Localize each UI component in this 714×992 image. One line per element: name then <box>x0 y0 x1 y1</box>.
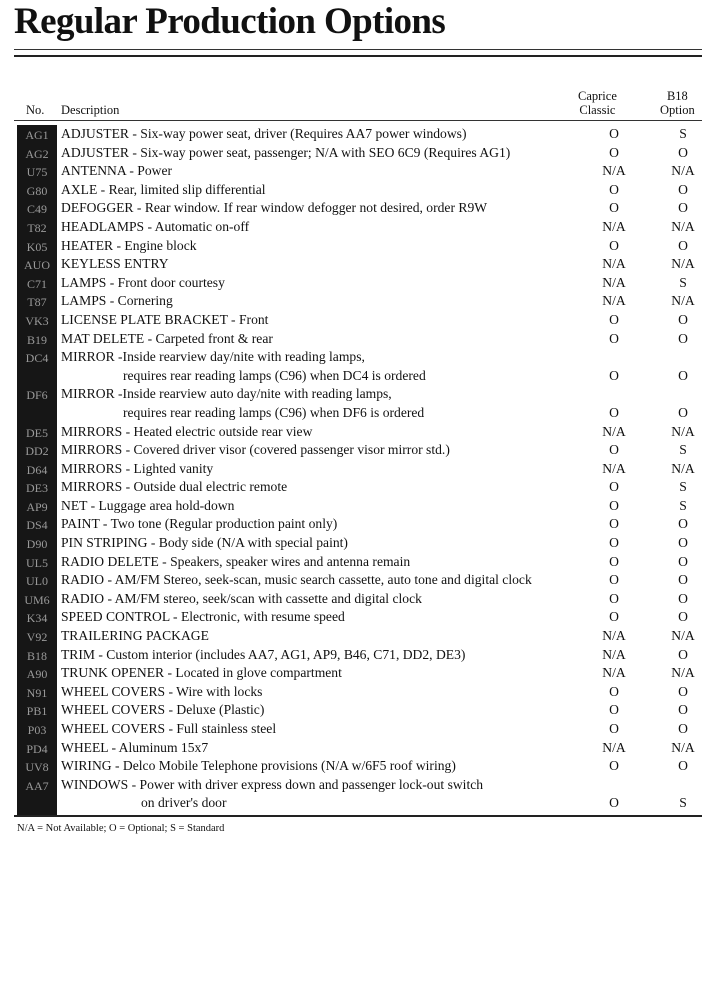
option-code: K05 <box>26 239 48 254</box>
caprice-classic-value: O <box>609 609 619 625</box>
caprice-classic-value: O <box>609 572 619 588</box>
description-line-1: WHEEL - Aluminum 15x7 <box>61 739 209 755</box>
b18-option-value: O <box>678 609 688 625</box>
option-code: D64 <box>26 462 48 477</box>
option-code: B19 <box>26 332 47 347</box>
b18-option-value: S <box>679 795 687 811</box>
option-description <box>61 423 312 442</box>
option-description <box>61 441 450 460</box>
caprice-classic-value: O <box>609 758 619 774</box>
b18-option-value: O <box>678 200 688 216</box>
caprice-classic-value: N/A <box>602 628 626 644</box>
caprice-classic-value: O <box>609 795 619 811</box>
b18-option-value: S <box>679 479 687 495</box>
header-description: Description <box>61 103 120 117</box>
description-line-1: TRUNK OPENER - Located in glove compartment <box>61 665 342 681</box>
option-description <box>61 292 173 311</box>
description-line-2: requires rear reading lamps (C96) when DC4 is ordered <box>123 367 426 383</box>
option-code: DE3 <box>26 481 48 496</box>
description-line-1: LICENSE PLATE BRACKET - Front <box>61 311 269 327</box>
b18-option-value: O <box>678 367 688 383</box>
option-code: UV8 <box>25 760 49 775</box>
footnote: N/A = Not Available; O = Optional; S = Standard <box>17 823 225 834</box>
option-description <box>61 311 268 330</box>
option-description <box>61 757 456 776</box>
option-code: AG2 <box>25 146 49 161</box>
description-line-1: AXLE - Rear, limited slip differential <box>61 181 266 197</box>
table-row <box>0 255 714 274</box>
option-code: DF6 <box>26 388 48 403</box>
option-description <box>61 218 249 237</box>
option-code: PD4 <box>26 741 48 756</box>
description-line-1: RADIO - AM/FM stereo, seek/scan with cassette and digital clock <box>61 590 422 606</box>
table-row <box>0 218 714 237</box>
table-row <box>0 553 714 572</box>
caprice-classic-value: N/A <box>602 256 626 272</box>
caprice-classic-value: O <box>609 721 619 736</box>
caprice-classic-value: N/A <box>602 163 626 179</box>
option-description <box>61 385 424 422</box>
description-line-1: MIRROR -Inside rearview day/nite with reading lamps, <box>61 349 365 365</box>
option-description <box>61 274 225 293</box>
option-code: N91 <box>26 685 48 700</box>
caprice-classic-value: O <box>609 126 619 141</box>
option-code: DS4 <box>26 518 48 533</box>
b18-option-value: O <box>678 330 688 346</box>
description-line-2: on driver's door <box>141 795 227 811</box>
description-line-1: PIN STRIPING - Body side (N/A with special paint) <box>61 535 348 551</box>
description-line-1: ADJUSTER - Six-way power seat, driver (Requires AA7 power windows) <box>61 126 467 141</box>
option-code: P03 <box>27 723 47 737</box>
option-code: PB1 <box>26 704 48 719</box>
b18-option-value: O <box>678 758 688 774</box>
table-row <box>0 497 714 516</box>
description-line-1: RADIO DELETE - Speakers, speaker wires and antenna remain <box>61 553 411 569</box>
caprice-classic-value: O <box>609 535 619 551</box>
title-rule-bottom <box>14 55 702 57</box>
table-row <box>0 274 714 293</box>
table-row <box>0 720 714 739</box>
caprice-classic-value: O <box>609 144 619 160</box>
caprice-classic-value: O <box>609 181 619 197</box>
b18-option-value: O <box>678 404 688 420</box>
option-description <box>61 460 213 479</box>
description-line-1: WINDOWS - Power with driver express down and passenger lock-out switch <box>61 776 484 792</box>
caprice-classic-value: O <box>609 442 619 458</box>
caprice-classic-value: N/A <box>602 423 626 439</box>
table-row <box>0 460 714 479</box>
option-code: AP9 <box>26 499 48 514</box>
table-row <box>0 627 714 646</box>
description-line-1: WIRING - Delco Mobile Telephone provisions (N/A w/6F5 roof wiring) <box>61 758 456 774</box>
table-row <box>0 292 714 311</box>
option-code: D90 <box>26 537 48 552</box>
options-table <box>0 125 714 813</box>
table-row <box>0 385 714 422</box>
header-b18-option <box>660 89 695 117</box>
table-row <box>0 478 714 497</box>
option-description <box>61 515 337 534</box>
option-description <box>61 478 287 497</box>
caprice-classic-value: O <box>609 702 619 718</box>
option-description <box>61 646 465 665</box>
option-description <box>61 125 466 144</box>
description-line-1: WHEEL COVERS - Deluxe (Plastic) <box>61 702 265 718</box>
b18-option-value: S <box>679 274 687 290</box>
option-code: DC4 <box>25 351 49 366</box>
description-line-1: HEADLAMPS - Automatic on-off <box>61 218 250 234</box>
b18-option-value: S <box>679 497 687 513</box>
option-description <box>61 497 234 516</box>
description-line-2: requires rear reading lamps (C96) when DF6 is ordered <box>123 404 425 420</box>
description-line-1: MIRRORS - Heated electric outside rear view <box>61 423 313 439</box>
option-code: UL0 <box>26 574 48 589</box>
table-row <box>0 330 714 349</box>
description-line-1: WHEEL COVERS - Full stainless steel <box>61 721 277 736</box>
description-line-1: DEFOGGER - Rear window. If rear window defogger not desired, order R9W <box>61 200 488 216</box>
header-no: No. <box>26 103 45 117</box>
caprice-classic-value: N/A <box>602 665 626 681</box>
table-row <box>0 515 714 534</box>
table-row <box>0 646 714 665</box>
header-rule <box>14 120 702 121</box>
b18-option-value: O <box>678 144 688 160</box>
table-row <box>0 441 714 460</box>
option-description <box>61 627 209 646</box>
caprice-classic-value: O <box>609 404 619 420</box>
option-code: UL5 <box>26 555 48 570</box>
page-title: Regular Production Options <box>14 1 446 42</box>
option-code: AG1 <box>25 128 49 142</box>
description-line-1: LAMPS - Cornering <box>61 293 173 309</box>
description-line-1: ADJUSTER - Six-way power seat, passenger; N/A with SEO 6C9 (Requires AG1) <box>61 144 511 160</box>
caprice-classic-value: N/A <box>602 293 626 309</box>
table-row <box>0 237 714 256</box>
caprice-classic-value: O <box>609 367 619 383</box>
option-description <box>61 590 422 609</box>
option-description <box>61 348 426 385</box>
b18-option-value: N/A <box>671 460 695 476</box>
caprice-classic-value: N/A <box>602 739 626 755</box>
caprice-classic-value: O <box>609 553 619 569</box>
option-code: AA7 <box>25 778 49 793</box>
option-description <box>61 199 487 218</box>
option-code: C49 <box>26 202 47 217</box>
b18-option-value: O <box>678 553 688 569</box>
description-line-1: NET - Luggage area hold-down <box>61 497 235 513</box>
option-code: U75 <box>26 165 48 180</box>
option-code: VK3 <box>25 313 49 328</box>
description-line-1: MIRRORS - Covered driver visor (covered passenger visor mirror std.) <box>61 442 450 458</box>
b18-option-value: O <box>678 721 688 736</box>
b18-option-value: O <box>678 702 688 718</box>
title-rule-top <box>14 49 702 50</box>
option-description <box>61 181 266 200</box>
table-row <box>0 757 714 776</box>
table-row <box>0 311 714 330</box>
option-description <box>61 553 410 572</box>
option-code: DE5 <box>26 425 48 440</box>
option-description <box>61 534 348 553</box>
caprice-classic-value: O <box>609 237 619 253</box>
description-line-1: ANTENNA - Power <box>61 163 172 179</box>
option-description <box>61 776 483 813</box>
option-code: G80 <box>26 183 48 198</box>
b18-option-value: N/A <box>671 665 695 681</box>
b18-option-value: N/A <box>671 293 695 309</box>
option-code: T87 <box>27 295 47 310</box>
caprice-classic-value: N/A <box>602 460 626 476</box>
description-line-1: SPEED CONTROL - Electronic, with resume speed <box>61 609 345 625</box>
b18-option-value: O <box>678 646 688 662</box>
option-code: B18 <box>26 648 47 663</box>
b18-option-value: O <box>678 237 688 253</box>
description-line-1: HEATER - Engine block <box>61 237 197 253</box>
description-line-1: WHEEL COVERS - Wire with locks <box>61 683 263 699</box>
option-code: T82 <box>27 220 47 235</box>
table-row <box>0 534 714 553</box>
description-line-1: MAT DELETE - Carpeted front & rear <box>61 330 273 346</box>
description-line-1: TRIM - Custom interior (includes AA7, AG1, AP9, B46, C71, DD2, DE3) <box>61 646 466 662</box>
option-code: V92 <box>26 630 48 645</box>
option-code: DD2 <box>25 444 49 459</box>
b18-option-value: O <box>678 516 688 532</box>
option-description <box>61 571 532 590</box>
b18-option-value: O <box>678 535 688 551</box>
caprice-classic-value: O <box>609 311 619 327</box>
table-row <box>0 683 714 702</box>
option-code: K34 <box>26 611 48 626</box>
description-line-1: PAINT - Two tone (Regular production paint only) <box>61 516 338 532</box>
caprice-classic-value: O <box>609 200 619 216</box>
caprice-classic-value: O <box>609 497 619 513</box>
header-caprice-classic <box>578 89 617 117</box>
header-b18-line1: B18 <box>666 89 688 103</box>
b18-option-value: O <box>678 572 688 588</box>
description-line-1: MIRRORS - Lighted vanity <box>61 460 214 476</box>
table-bottom-rule <box>14 815 702 817</box>
option-description <box>61 720 276 739</box>
b18-option-value: N/A <box>671 739 695 755</box>
option-description <box>61 162 172 181</box>
option-code: C71 <box>26 276 47 291</box>
b18-option-value: N/A <box>671 423 695 439</box>
option-description <box>61 739 208 758</box>
table-row <box>0 181 714 200</box>
header-b18-line2: Option <box>660 103 695 117</box>
option-code: UM6 <box>24 592 50 607</box>
table-row <box>0 590 714 609</box>
table-row <box>0 348 714 385</box>
option-description <box>61 255 169 274</box>
b18-option-value: O <box>678 311 688 327</box>
b18-option-value: N/A <box>671 218 695 234</box>
caprice-classic-value: N/A <box>602 646 626 662</box>
table-row <box>0 125 714 144</box>
caprice-classic-value: O <box>609 479 619 495</box>
table-row <box>0 608 714 627</box>
description-line-1: LAMPS - Front door courtesy <box>61 274 225 290</box>
b18-option-value: O <box>678 590 688 606</box>
b18-option-value: S <box>679 126 687 141</box>
caprice-classic-value: O <box>609 516 619 532</box>
description-line-1: RADIO - AM/FM Stereo, seek-scan, music search cassette, auto tone and digital clock <box>61 572 532 588</box>
b18-option-value: S <box>679 442 687 458</box>
description-line-1: MIRROR -Inside rearview auto day/nite with reading lamps, <box>61 386 392 402</box>
table-row <box>0 571 714 590</box>
table-row <box>0 199 714 218</box>
option-description <box>61 701 264 720</box>
caprice-classic-value: N/A <box>602 218 626 234</box>
table-row <box>0 162 714 181</box>
option-description <box>61 330 273 349</box>
description-line-1: TRAILERING PACKAGE <box>61 628 209 644</box>
caprice-classic-value: N/A <box>602 274 626 290</box>
option-description <box>61 144 510 163</box>
table-row <box>0 776 714 813</box>
caprice-classic-value: O <box>609 683 619 699</box>
option-code: AUO <box>24 258 50 273</box>
b18-option-value: N/A <box>671 628 695 644</box>
option-description <box>61 237 197 256</box>
b18-option-value: O <box>678 181 688 197</box>
option-description <box>61 664 342 683</box>
caprice-classic-value: O <box>609 590 619 606</box>
description-line-1: KEYLESS ENTRY <box>61 256 169 272</box>
b18-option-value: O <box>678 683 688 699</box>
b18-option-value: N/A <box>671 256 695 272</box>
table-row <box>0 701 714 720</box>
description-line-1: MIRRORS - Outside dual electric remote <box>61 479 288 495</box>
b18-option-value: N/A <box>671 163 695 179</box>
table-row <box>0 664 714 683</box>
option-description <box>61 683 262 702</box>
header-caprice-line2: Classic <box>579 103 616 117</box>
table-row <box>0 739 714 758</box>
option-description <box>61 608 345 627</box>
table-row <box>0 144 714 163</box>
table-row <box>0 423 714 442</box>
caprice-classic-value: O <box>609 330 619 346</box>
option-code: A90 <box>26 667 48 682</box>
header-caprice-line1: Caprice <box>578 89 617 103</box>
